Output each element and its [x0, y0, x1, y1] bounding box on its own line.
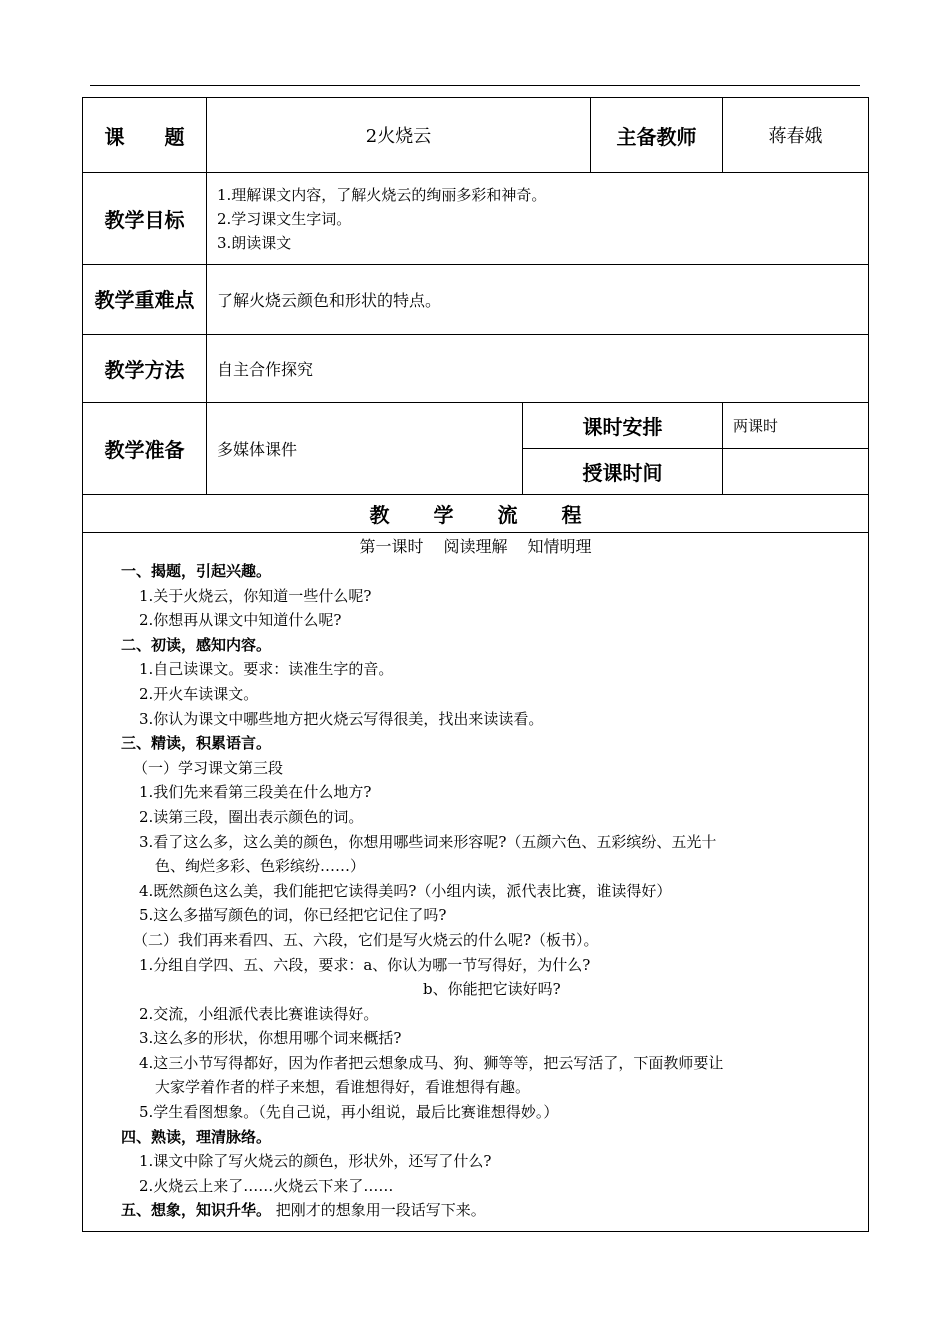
topic-value: 2火烧云 [207, 98, 591, 173]
flow-line-last [83, 1198, 868, 1223]
flow-line: 2.交流，小组派代表比赛谁读得好。 [139, 1004, 379, 1023]
top-rule [90, 85, 860, 86]
method-label: 教学方法 [83, 335, 207, 403]
flow-line: 1.课文中除了写火烧云的颜色，形状外，还写了什么? [139, 1152, 492, 1171]
flow-line: 3.看了这么多，这么美的颜色，你想用哪些词来形容呢?（五颜六色、五彩缤纷、五光十 [139, 832, 717, 851]
section-heading: 一、揭题，引起兴趣。 [121, 562, 272, 580]
flow-line: （二）我们再来看四、五、六段，它们是写火烧云的什么呢?（板书）。 [133, 930, 599, 949]
goal-item: 1.理解课文内容，了解火烧云的绚丽多彩和神奇。 [217, 185, 547, 204]
difficulty-value: 了解火烧云颜色和形状的特点。 [207, 265, 869, 335]
session-part: 阅读理解 [443, 537, 508, 556]
time-value [723, 449, 869, 495]
session-part: 第一课时 [359, 537, 424, 556]
method-value: 自主合作探究 [207, 335, 869, 403]
topic-label: 课 题 [83, 98, 207, 173]
lesson-plan-table [82, 97, 869, 1232]
difficulty-label: 教学重难点 [83, 265, 207, 335]
teacher-label: 主备教师 [591, 98, 723, 173]
flow-line: 1.自己读课文。要求：读准生字的音。 [139, 660, 394, 679]
flow-line: 2.开火车读课文。 [139, 684, 259, 703]
flow-title-char: 教 [369, 503, 390, 527]
flow-title-char: 流 [497, 503, 518, 527]
prep-label: 教学准备 [83, 403, 207, 495]
goals-list [207, 173, 869, 265]
flow-line: 4.这三小节写得都好，因为作者把云想象成马、狗、狮等等，把云写活了，下面教师要让 [139, 1053, 724, 1072]
flow-line: 3.你认为课文中哪些地方把火烧云写得很美，找出来读读看。 [139, 709, 544, 728]
section-heading: 二、初读，感知内容。 [121, 635, 272, 654]
flow-line: 2.读第三段，圈出表示颜色的词。 [139, 807, 364, 826]
goal-item: 2.学习课文生字词。 [217, 209, 352, 228]
schedule-value: 两课时 [723, 403, 869, 449]
goal-item: 3.朗读课文 [217, 233, 292, 252]
flow-line: 1.我们先来看第三段美在什么地方? [139, 783, 372, 802]
session-part: 知情明理 [527, 537, 592, 556]
session-heading [83, 535, 868, 559]
flow-line: 5.这么多描写颜色的词，你已经把它记住了吗? [139, 906, 447, 925]
section-heading: 四、熟读，理清脉络。 [121, 1127, 272, 1146]
flow-line: 5.学生看图想象。（先自己说，再小组说，最后比赛谁想得妙。） [139, 1103, 559, 1122]
last-heading: 五、想象，知识升华。 [121, 1201, 272, 1220]
last-note: 把刚才的想象用一段话写下来。 [271, 1201, 486, 1220]
flow-content [83, 533, 869, 1232]
flow-title-char: 学 [433, 503, 454, 527]
teacher-value: 蒋春娥 [723, 98, 869, 173]
flow-line: 4.既然颜色这么美，我们能把它读得美吗?（小组内读，派代表比赛，谁读得好） [139, 881, 672, 900]
time-label: 授课时间 [523, 449, 723, 495]
flow-line: 3.这么多的形状，你想用哪个词来概括? [139, 1029, 402, 1048]
flow-line: 大家学着作者的样子来想，看谁想得好，看谁想得有趣。 [155, 1078, 531, 1097]
flow-line: 1.分组自学四、五、六段，要求：a、你认为哪一节写得好，为什么? [139, 955, 591, 974]
flow-line: 色、绚烂多彩、色彩缤纷……） [155, 857, 366, 876]
flow-title-char: 程 [561, 503, 582, 527]
flow-line: 1.关于火烧云，你知道一些什么呢? [139, 586, 372, 605]
flow-lines [83, 559, 868, 1198]
flow-line: b、你能把它读好吗? [423, 980, 561, 999]
schedule-label: 课时安排 [523, 403, 723, 449]
goals-label: 教学目标 [83, 173, 207, 265]
section-heading: 三、精读，积累语言。 [121, 734, 272, 753]
prep-value: 多媒体课件 [207, 403, 523, 495]
flow-title [83, 495, 869, 533]
flow-line: （一）学习课文第三段 [133, 758, 284, 777]
flow-line: 2.火烧云上来了……火烧云下来了…… [139, 1176, 394, 1195]
flow-line: 2.你想再从课文中知道什么呢? [139, 611, 342, 630]
